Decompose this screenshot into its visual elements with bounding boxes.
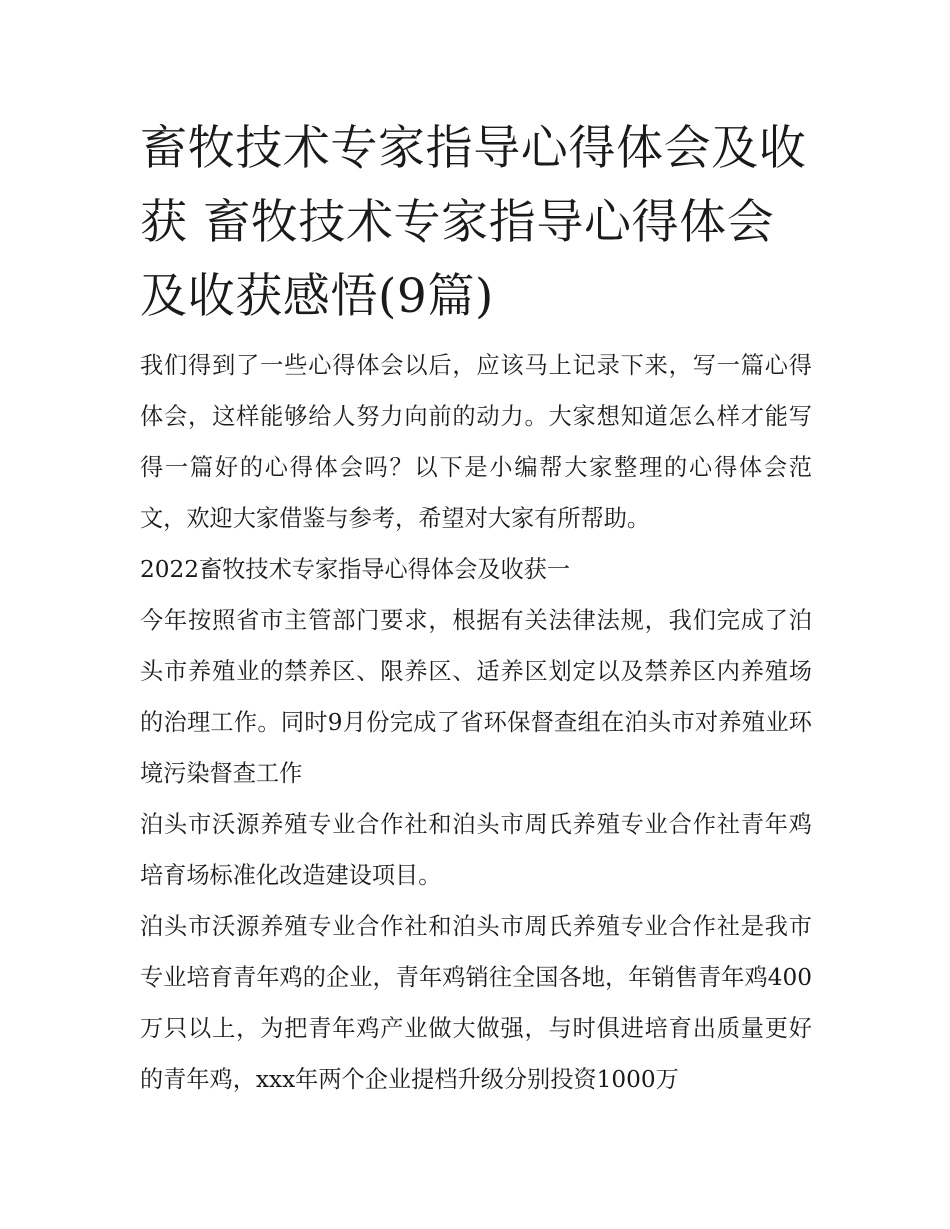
intro-paragraph: 我们得到了一些心得体会以后，应该马上记录下来，写一篇心得体会，这样能够给人努力向前的动力。大家想知道怎么样才能写得一篇好的心得体会吗？以下是小编帮大家整理的心得体会范文，欢迎大家借鉴与参考，希望对大家有所帮助。 bbox=[140, 352, 812, 532]
body-paragraph: 泊头市沃源养殖专业合作社和泊头市周氏养殖专业合作社是我市专业培育青年鸡的企业，青年鸡销往全国各地，年销售青年鸡400万只以上，为把青年鸡产业做大做强，与时俱进培育出质量更好的青年鸡，xxx年两个企业提档升级分别投资1000万 bbox=[140, 913, 812, 1093]
body-paragraph: 今年按照省市主管部门要求，根据有关法律法规，我们完成了泊头市养殖业的禁养区、限养区、适养区划定以及禁养区内养殖场的治理工作。同时9月份完成了省环保督查组在泊头市对养殖业环境污染督查工作 bbox=[140, 607, 812, 787]
document-page bbox=[140, 112, 812, 1105]
body-paragraph: 泊头市沃源养殖专业合作社和泊头市周氏养殖专业合作社青年鸡培育场标准化改造建设项目。 bbox=[140, 811, 812, 889]
document-title: 畜牧技术专家指导心得体会及收获 畜牧技术专家指导心得体会及收获感悟(9篇) bbox=[140, 121, 807, 324]
section-heading: 2022畜牧技术专家指导心得体会及收获一 bbox=[140, 556, 571, 583]
